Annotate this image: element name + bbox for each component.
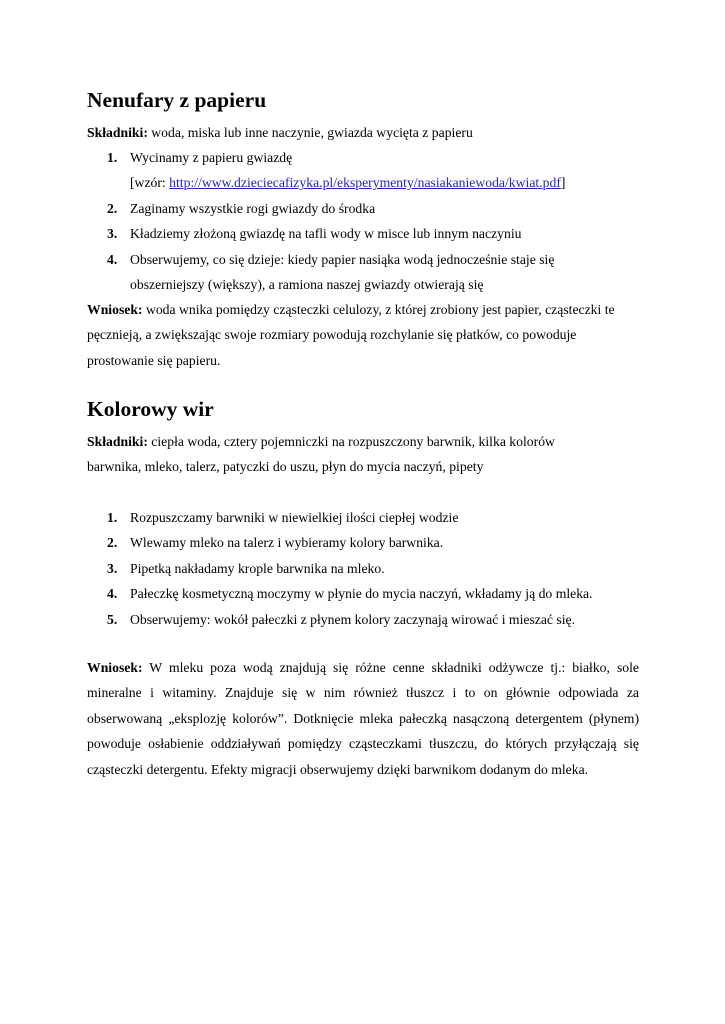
- pattern-suffix: ]: [560, 175, 566, 191]
- list-item: [87, 581, 639, 606]
- steps-list: [87, 505, 639, 632]
- list-item: [87, 145, 639, 196]
- step-number: 5.: [107, 611, 118, 627]
- list-item: [87, 221, 639, 246]
- step-number: 3.: [107, 560, 118, 576]
- list-item: [87, 556, 639, 581]
- list-item: [87, 505, 639, 530]
- ingredients-label: Składniki:: [87, 434, 148, 449]
- step-number: 3.: [107, 226, 118, 242]
- step-number: 4.: [107, 251, 118, 267]
- conclusion-label: Wniosek:: [87, 302, 143, 317]
- step-number: 1.: [107, 150, 118, 165]
- step-text: Kładziemy złożoną gwiazdę na tafli wody w misce lub innym naczyniu: [130, 226, 522, 242]
- step-number: 1.: [107, 510, 118, 525]
- conclusion-paragraph: [87, 655, 639, 782]
- pattern-link[interactable]: http://www.dzieciecafizyka.pl/eksperymenty/nasiakaniewoda/kwiat.pdf: [169, 175, 561, 191]
- section-title: Kolorowy wir: [87, 397, 214, 421]
- ingredients-label: Składniki:: [87, 125, 148, 140]
- list-item: [87, 196, 639, 221]
- section-title: Nenufary z papieru: [87, 88, 267, 112]
- step-number: 2.: [107, 200, 118, 216]
- list-item: [87, 607, 639, 632]
- conclusion-text: woda wnika pomiędzy cząsteczki celulozy, z której zrobiony jest papier, cząsteczki te pęcznieją, a zwiększając swoje rozmiary powodują rozchylanie się płatków, co powoduje prostowanie się papieru.: [87, 302, 615, 368]
- steps-list: [87, 145, 639, 297]
- list-item: [87, 247, 639, 298]
- conclusion-paragraph: [87, 297, 639, 373]
- pattern-prefix: [wzór:: [130, 175, 170, 191]
- ingredients-text: ciepła woda, cztery pojemniczki na rozpuszczony barwnik, kilka kolorów barwnika, mleko, talerz, patyczki do uszu, płyn do mycia naczyń, pipety: [87, 434, 555, 475]
- step-text: Wycinamy z papieru gwiazdę: [130, 150, 293, 165]
- step-number: 4.: [107, 586, 118, 602]
- step-text: Wlewamy mleko na talerz i wybieramy kolory barwnika.: [130, 535, 444, 551]
- step-text: Pipetką nakładamy krople barwnika na mleko.: [130, 560, 385, 576]
- pattern-line: [130, 170, 639, 195]
- step-number: 2.: [107, 535, 118, 551]
- ingredients-paragraph: [87, 120, 639, 145]
- step-text: Rozpuszczamy barwniki w niewielkiej ilości ciepłej wodzie: [130, 510, 459, 525]
- ingredients-paragraph: [87, 429, 607, 480]
- conclusion-label: Wniosek:: [87, 660, 143, 675]
- step-text: Pałeczkę kosmetyczną moczymy w płynie do mycia naczyń, wkładamy ją do mleka.: [130, 586, 593, 602]
- list-item: [87, 530, 639, 555]
- conclusion-text: W mleku poza wodą znajdują się różne cenne składniki odżywcze tj.: białko, sole mineralne i witaminy. Znajduje się w nim również tłuszcz i to on głównie odpowiada za obserwowaną „eksplozję kolorów”. Dotknięcie mleka pałeczką nasączoną detergentem (płynem) powoduje osłabienie oddziaływań pomiędzy cząsteczkami tłuszczu, do których przyłączają się cząsteczki detergentu. Efekty migracji obserwujemy dzięki barwnikom dodanym do mleka.: [87, 660, 639, 777]
- step-text: Obserwujemy: wokół pałeczki z płynem kolory zaczynają wirować i mieszać się.: [130, 611, 576, 627]
- step-text: Obserwujemy, co się dzieje: kiedy papier nasiąka wodą jednocześnie staje się obszerniejszy (większy), a ramiona naszej gwiazdy otwierają się: [130, 251, 555, 293]
- step-text: Zaginamy wszystkie rogi gwiazdy do środka: [130, 200, 376, 216]
- ingredients-text: woda, miska lub inne naczynie, gwiazda wycięta z papieru: [147, 125, 473, 140]
